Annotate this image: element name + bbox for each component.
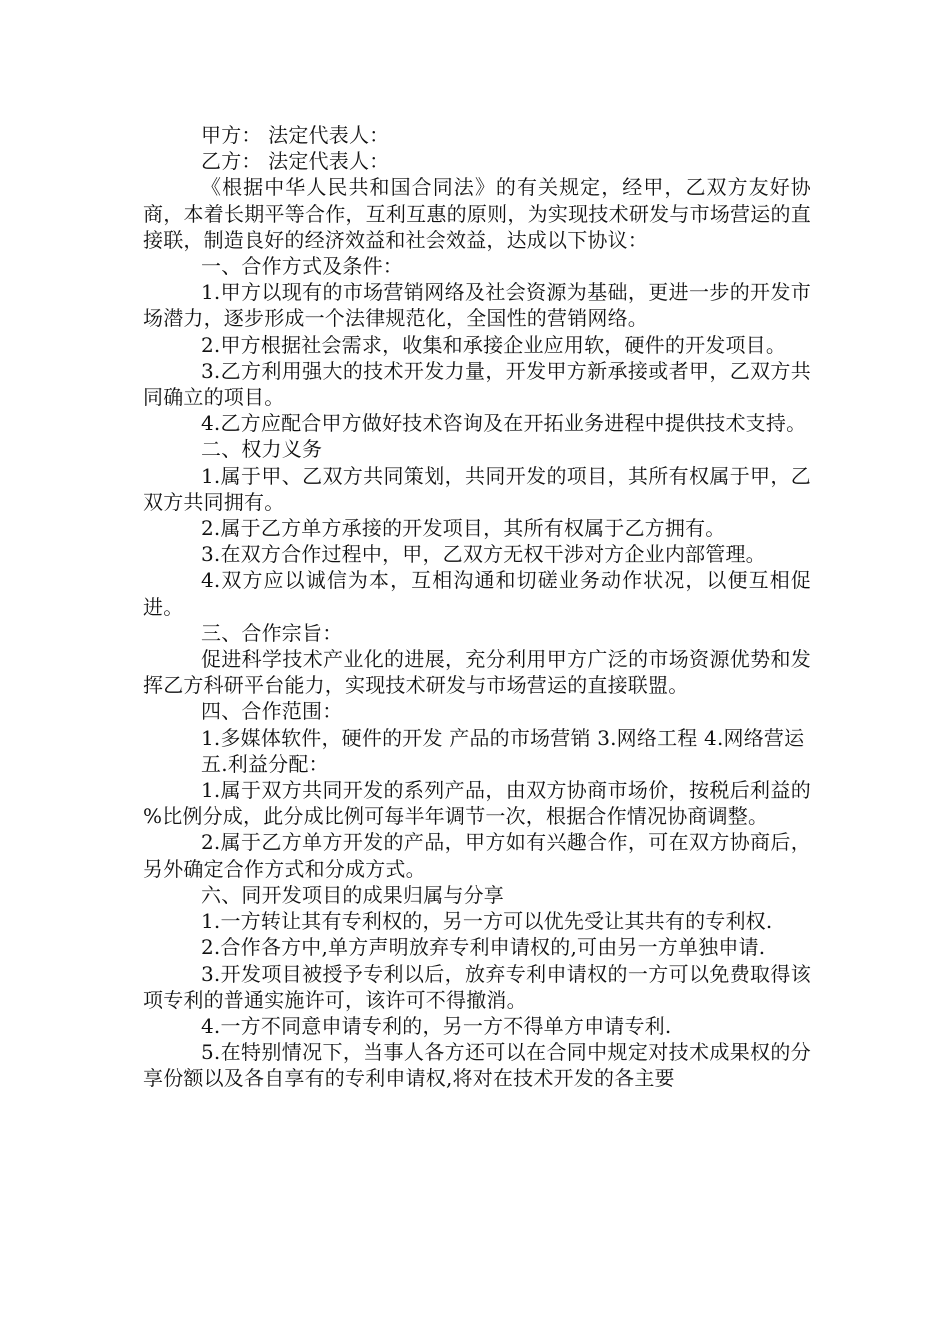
clause-paragraph: 1.属于甲、乙双方共同策划，共同开发的项目，其所有权属于甲，乙双方共同拥有。 — [143, 463, 811, 514]
clause-paragraph: 2.属于乙方单方开发的产品，甲方如有兴趣合作，可在双方协商后，另外确定合作方式和分成方式。 — [143, 830, 811, 881]
clause-paragraph: 3.乙方利用强大的技术开发力量，开发甲方新承接或者甲，乙双方共同确立的项目。 — [143, 358, 811, 410]
party-b-line: 乙方： 法定代表人： — [201, 149, 390, 174]
clause-paragraph: 4.双方应以诚信为本，互相沟通和切磋业务动作状况，以便互相促进。 — [143, 568, 811, 619]
section-heading-cooperation-mode: 一、合作方式及条件： — [201, 254, 403, 279]
section-heading-scope: 四、合作范围： — [201, 699, 343, 724]
section-heading-purpose: 三、合作宗旨： — [201, 620, 343, 645]
clause-paragraph: 促进科学技术产业化的进展，充分利用甲方广泛的市场资源优势和发挥乙方科研平台能力，实现技术研发与市场营运的直接联盟。 — [143, 647, 811, 698]
clause-paragraph: 5.在特别情况下，当事人各方还可以在合同中规定对技术成果权的分享份额以及各自享有的专利申请权,将对在技术开发的各主要 — [143, 1040, 811, 1091]
preamble-paragraph: 《根据中华人民共和国合同法》的有关规定，经甲，乙双方友好协商，本着长期平等合作，互利互惠的原则，为实现技术研发与市场营运的直接联，制造良好的经济效益和社会效益，达成以下协议： — [143, 175, 811, 252]
clause-paragraph: 3.在双方合作过程中，甲，乙双方无权干涉对方企业内部管理。 — [201, 542, 766, 567]
contract-body — [143, 122, 811, 1092]
party-a-line: 甲方： 法定代表人： — [201, 123, 390, 147]
clause-paragraph: 1.甲方以现有的市场营销网络及社会资源为基础，更进一步的开发市场潜力，逐步形成一个法律规范化，全国性的营销网络。 — [143, 280, 811, 331]
section-heading-rights-obligations: 二、权力义务 — [201, 437, 323, 462]
clause-paragraph: 3.开发项目被授予专利以后，放弃专利申请权的一方可以免费取得该项专利的普通实施许可，该许可不得撤消。 — [143, 961, 811, 1012]
clause-paragraph: 2.甲方根据社会需求，收集和承接企业应用软，硬件的开发项目。 — [201, 332, 787, 357]
clause-paragraph: 4.乙方应配合甲方做好技术咨询及在开拓业务进程中提供技术支持。 — [201, 411, 807, 436]
clause-paragraph: 4.一方不同意申请专利的，另一方不得单方申请专利. — [201, 1013, 672, 1038]
clause-paragraph: 2.合作各方中,单方声明放弃专利申请权的,可由另一方单独申请. — [201, 935, 766, 960]
section-heading-results-ownership: 六、同开发项目的成果归属与分享 — [201, 882, 504, 907]
clause-paragraph: 1.多媒体软件，硬件的开发 产品的市场营销 3.网络工程 4.网络营运 — [201, 725, 805, 750]
clause-paragraph: 1.属于双方共同开发的系列产品，由双方协商市场价，按税后利益的 %比例分成，此分成比例可每半年调节一次，根据合作情况协商调整。 — [143, 778, 811, 829]
section-heading-profit-sharing: 五.利益分配： — [201, 751, 329, 776]
clause-paragraph: 2.属于乙方单方承接的开发项目，其所有权属于乙方拥有。 — [201, 516, 726, 541]
clause-paragraph: 1.一方转让其有专利权的，另一方可以优先受让其共有的专利权. — [201, 909, 773, 934]
